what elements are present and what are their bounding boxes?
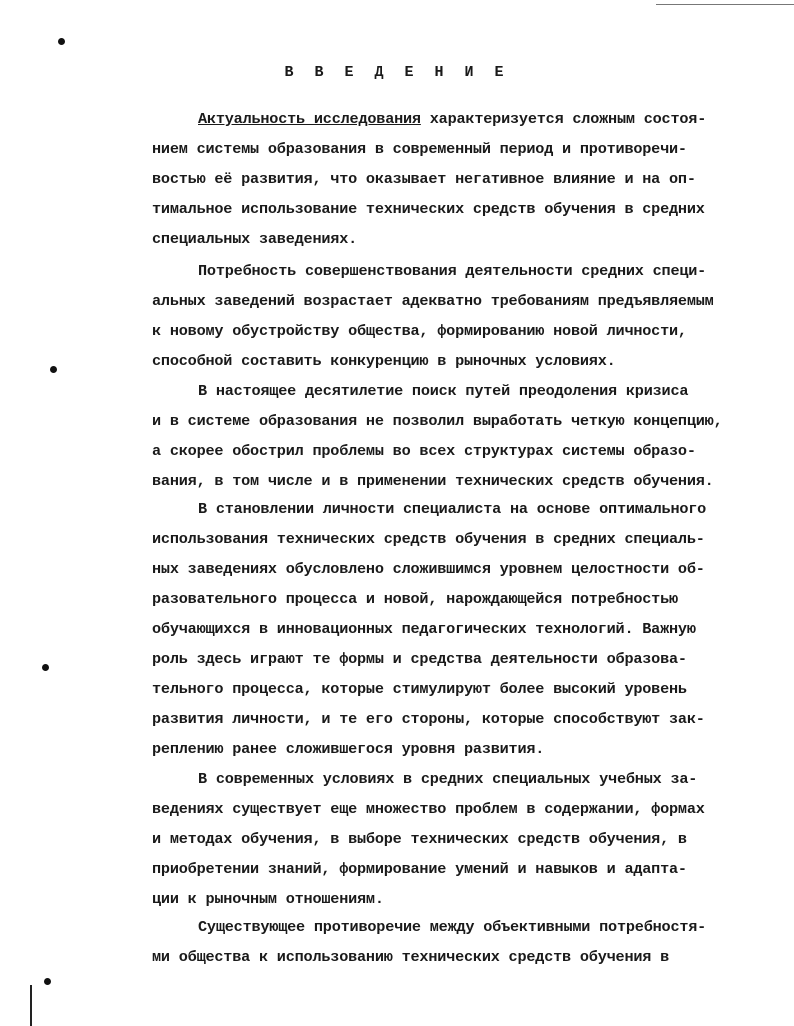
- punch-hole-mark: [50, 366, 57, 373]
- text-line: ми общества к использованию технических средств обучения в: [152, 948, 670, 966]
- text-line: роль здесь играют те формы и средства деятельности образова-: [152, 650, 687, 668]
- text-line: а скорее обострил проблемы во всех структурах системы образо-: [152, 442, 696, 460]
- text-line: Существующее противоречие между объективными потребностя-: [198, 918, 707, 936]
- text-line: к новому обустройству общества, формированию новой личности,: [152, 322, 687, 340]
- text-line: разовательного процесса и новой, нарождающейся потребностью: [152, 590, 678, 608]
- text-line: ных заведениях обусловлено сложившимся уровнем целостности об-: [152, 560, 705, 578]
- text-line: специальных заведениях.: [152, 230, 358, 248]
- underlined-term: Актуальность исследования: [198, 110, 421, 128]
- text-line: В современных условиях в средних специальных учебных за-: [198, 770, 698, 788]
- text-line: вания, в том числе и в применении технических средств обучения.: [152, 472, 714, 490]
- text-line: реплению ранее сложившегося уровня развития.: [152, 740, 545, 758]
- text-line: развития личности, и те его стороны, которые способствуют зак-: [152, 710, 705, 728]
- paragraph-2: [152, 256, 742, 376]
- text-line: востью её развития, что оказывает негативное влияние и на оп-: [152, 170, 696, 188]
- text-line: использования технических средств обучения в средних специаль-: [152, 530, 705, 548]
- punch-hole-mark: [44, 978, 51, 985]
- text-line: тельного процесса, которые стимулируют более высокий уровень: [152, 680, 687, 698]
- paragraph-1: [152, 104, 742, 254]
- text-line: приобретении знаний, формирование умений и навыков и адапта-: [152, 860, 687, 878]
- page-title: В В Е Д Е Н И Е: [284, 64, 510, 81]
- paragraph-4: [152, 494, 742, 764]
- paragraph-3: [152, 376, 742, 496]
- paragraph-5: [152, 764, 742, 914]
- punch-hole-mark: [42, 664, 49, 671]
- text-line: тимальное использование технических средств обучения в средних: [152, 200, 705, 218]
- text-line: ции к рыночным отношениям.: [152, 890, 384, 908]
- punch-hole-mark: [58, 38, 65, 45]
- scan-edge-line: [656, 4, 794, 5]
- paragraph-6: [152, 912, 742, 972]
- text-line: способной составить конкуренцию в рыночных условиях.: [152, 352, 616, 370]
- text-line: Потребность совершенствования деятельности средних специ-: [198, 262, 707, 280]
- scan-edge-line: [30, 985, 32, 1026]
- text-line: альных заведений возрастает адекватно требованиям предъявляемым: [152, 292, 714, 310]
- text-line: В становлении личности специалиста на основе оптимального: [198, 500, 707, 518]
- text-line: обучающихся в инновационных педагогических технологий. Важную: [152, 620, 696, 638]
- text-line: нием системы образования в современный период и противоречи-: [152, 140, 687, 158]
- text-line: В настоящее десятилетие поиск путей преодоления кризиса: [198, 382, 689, 400]
- text-line: ведениях существует еще множество проблем в содержании, формах: [152, 800, 705, 818]
- text-line: и методах обучения, в выборе технических средств обучения, в: [152, 830, 687, 848]
- text-line: и в системе образования не позволил выработать четкую концепцию,: [152, 412, 723, 430]
- text-line: Актуальность исследования характеризуется сложным состоя-: [198, 110, 707, 128]
